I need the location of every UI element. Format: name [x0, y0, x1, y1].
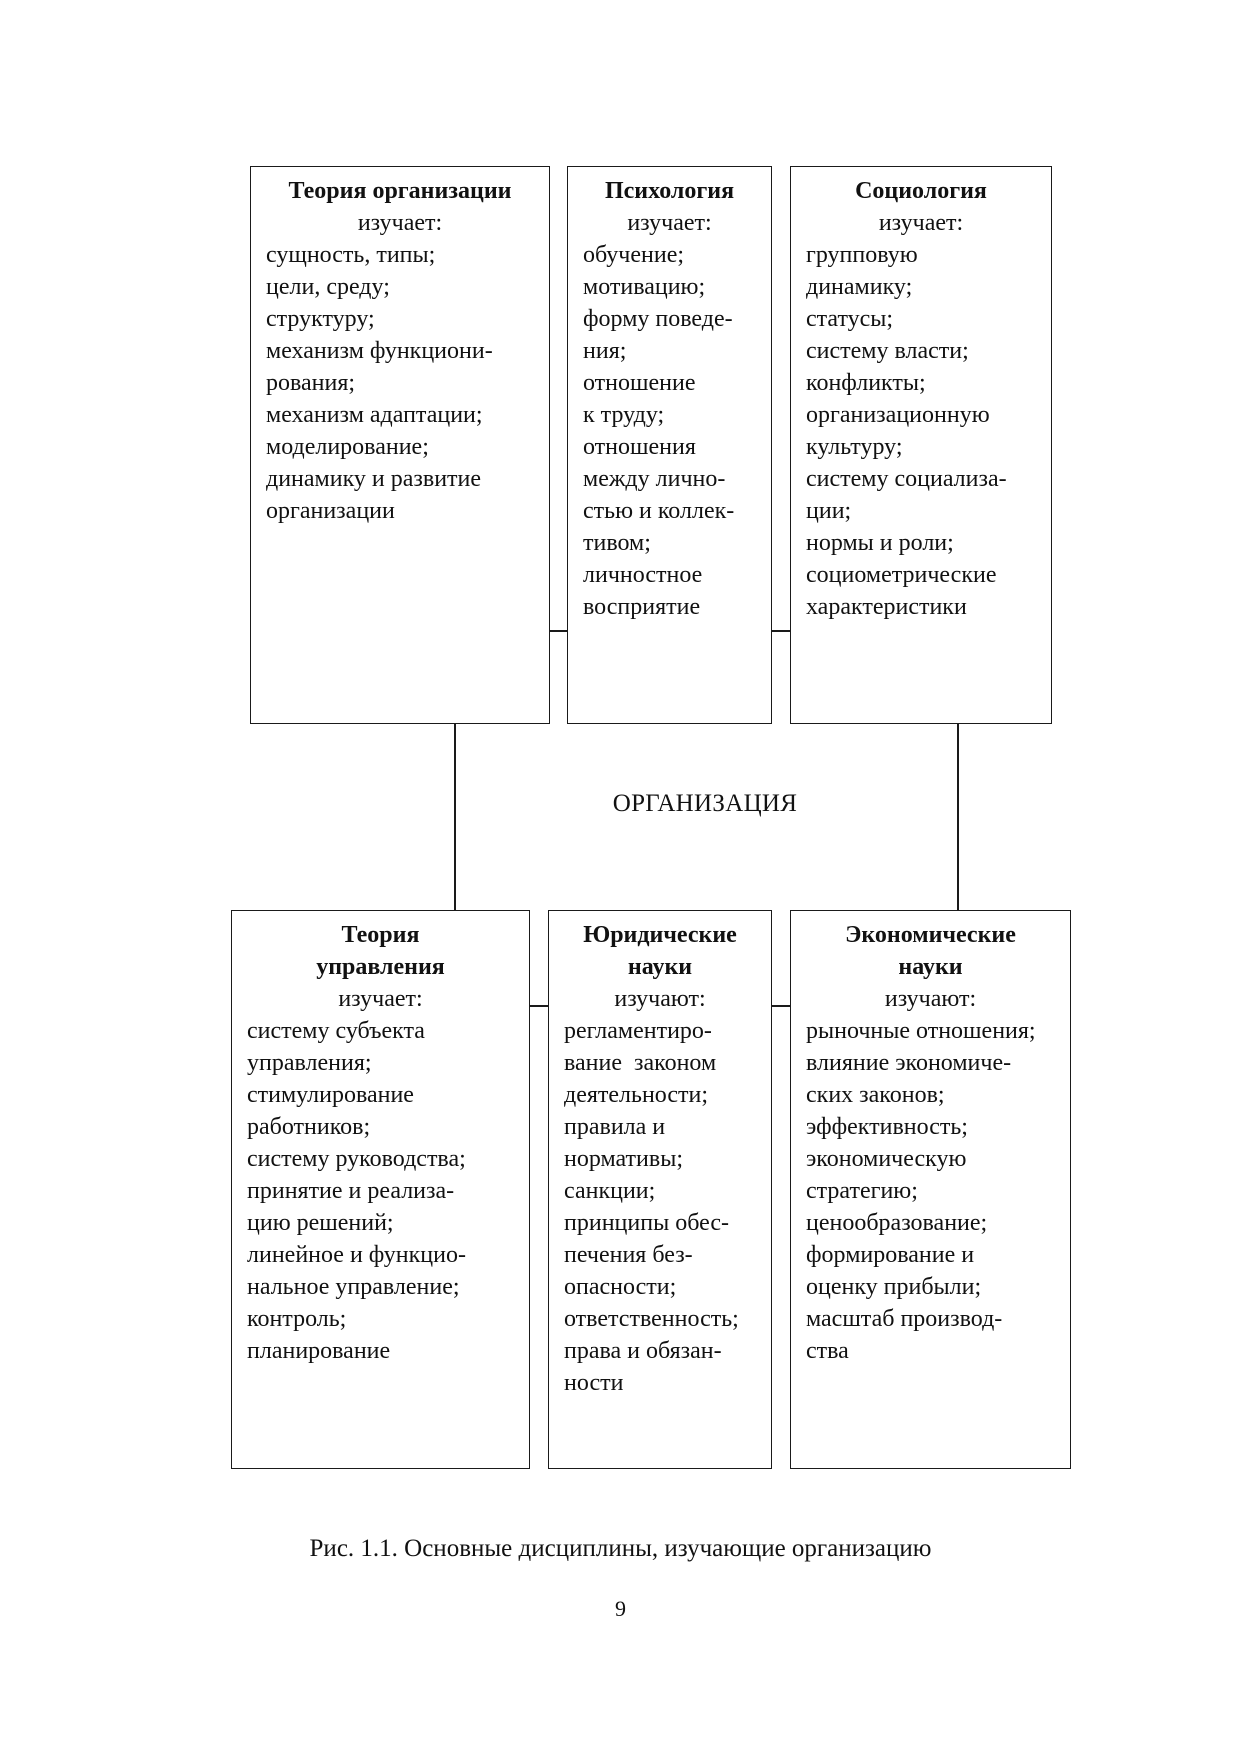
list-item: тивом; — [583, 530, 651, 556]
box-studies-label: изучает: — [357, 210, 443, 236]
box-sociology — [790, 166, 1052, 724]
list-item: динамику; — [806, 274, 913, 300]
list-item: цию решений; — [247, 1210, 394, 1236]
list-item: организационную — [806, 402, 990, 428]
organization-label: ОРГАНИЗАЦИЯ — [612, 790, 798, 817]
list-item: контроль; — [247, 1306, 347, 1332]
center-label-container — [502, 788, 908, 820]
list-item: статусы; — [806, 306, 894, 332]
list-item: ценообразование; — [806, 1210, 988, 1236]
list-item: ния; — [583, 338, 627, 364]
box-title: Экономические — [845, 922, 1016, 948]
page-number: 9 — [615, 1596, 626, 1621]
box-psychology — [567, 166, 772, 724]
list-item: принципы обес- — [564, 1210, 729, 1236]
box-title: Психология — [604, 178, 735, 204]
box-items — [806, 239, 1051, 623]
list-item: формирование и — [806, 1242, 975, 1268]
list-item: масштаб производ- — [806, 1306, 1003, 1332]
list-item: характеристики — [806, 594, 967, 620]
box-items — [247, 1015, 529, 1367]
list-item: регламентиро- — [564, 1018, 712, 1044]
list-item: опасности; — [564, 1274, 677, 1300]
list-item: влияние экономиче- — [806, 1050, 1012, 1076]
connector-line — [957, 724, 959, 910]
list-item: принятие и реализа- — [247, 1178, 455, 1204]
list-item: ции; — [806, 498, 852, 524]
box-studies-label: изучает: — [627, 210, 712, 236]
box-studies-label: изучает: — [338, 986, 423, 1012]
list-item: линейное и функцио- — [247, 1242, 466, 1268]
list-item: рыночные отношения; — [806, 1018, 1036, 1044]
list-item: моделирование; — [266, 434, 429, 460]
list-item: социометрические — [806, 562, 997, 588]
list-item: к труду; — [583, 402, 665, 428]
box-title: науки — [898, 954, 963, 980]
list-item: систему социализа- — [806, 466, 1007, 492]
list-item: ответственность; — [564, 1306, 739, 1332]
box-title: управления — [316, 954, 445, 980]
list-item: рования; — [266, 370, 356, 396]
box-studies-label: изучает: — [878, 210, 964, 236]
box-title: Социология — [855, 178, 987, 204]
list-item: между лично- — [583, 466, 726, 492]
list-item: структуру; — [266, 306, 375, 332]
box-title: науки — [627, 954, 693, 980]
list-item: мотивацию; — [583, 274, 706, 300]
list-item: оценку прибыли; — [806, 1274, 982, 1300]
list-item: печения без- — [564, 1242, 693, 1268]
connector-line — [550, 630, 567, 632]
box-title: Юридические — [583, 922, 737, 948]
list-item: форму поведе- — [583, 306, 733, 332]
list-item: деятельности; — [564, 1082, 709, 1108]
box-legal-sciences — [548, 910, 772, 1469]
box-items — [564, 1015, 771, 1399]
list-item: динамику и развитие — [266, 466, 482, 492]
list-item: нормы и роли; — [806, 530, 954, 556]
list-item: личностное — [583, 562, 703, 588]
list-item: правила и — [564, 1114, 666, 1140]
list-item: механизм адаптации; — [266, 402, 483, 428]
box-management-theory — [231, 910, 530, 1469]
list-item: механизм функциони- — [266, 338, 493, 364]
box-title: Теория организации — [288, 178, 512, 204]
list-item: ских законов; — [806, 1082, 945, 1108]
list-item: нормативы; — [564, 1146, 683, 1172]
connector-line — [772, 1005, 790, 1007]
box-organization-theory — [250, 166, 550, 724]
list-item: стимулирование — [247, 1082, 414, 1108]
list-item: экономическую — [806, 1146, 967, 1172]
list-item: цели, среду; — [266, 274, 390, 300]
list-item: систему руководства; — [247, 1146, 466, 1172]
box-items — [806, 1015, 1070, 1367]
list-item: эффективность; — [806, 1114, 968, 1140]
connector-line — [530, 1005, 548, 1007]
figure-caption: Рис. 1.1. Основные дисциплины, изучающие организацию — [309, 1535, 932, 1562]
list-item: вание законом — [564, 1050, 717, 1076]
list-item: обучение; — [583, 242, 685, 268]
box-studies-label: изучают: — [614, 986, 706, 1012]
box-items — [583, 239, 771, 623]
box-economic-sciences — [790, 910, 1071, 1469]
list-item: восприятие — [583, 594, 701, 620]
list-item: ности — [564, 1370, 624, 1396]
list-item: нальное управление; — [247, 1274, 460, 1300]
list-item: санкции; — [564, 1178, 656, 1204]
list-item: планирование — [247, 1338, 391, 1364]
list-item: сущность, типы; — [266, 242, 436, 268]
list-item: права и обязан- — [564, 1338, 722, 1364]
list-item: ства — [806, 1338, 849, 1364]
list-item: организации — [266, 498, 395, 524]
list-item: отношения — [583, 434, 696, 460]
list-item: стратегию; — [806, 1178, 918, 1204]
list-item: конфликты; — [806, 370, 926, 396]
list-item: работников; — [247, 1114, 371, 1140]
list-item: стью и коллек- — [583, 498, 735, 524]
connector-line — [772, 630, 790, 632]
list-item: управления; — [247, 1050, 372, 1076]
box-studies-label: изучают: — [884, 986, 977, 1012]
list-item: систему власти; — [806, 338, 969, 364]
connector-line — [454, 724, 456, 910]
list-item: отношение — [583, 370, 696, 396]
list-item: культуру; — [806, 434, 903, 460]
list-item: систему субъекта — [247, 1018, 425, 1044]
list-item: групповую — [806, 242, 918, 268]
box-title: Теория — [341, 922, 420, 948]
box-items — [266, 239, 549, 527]
